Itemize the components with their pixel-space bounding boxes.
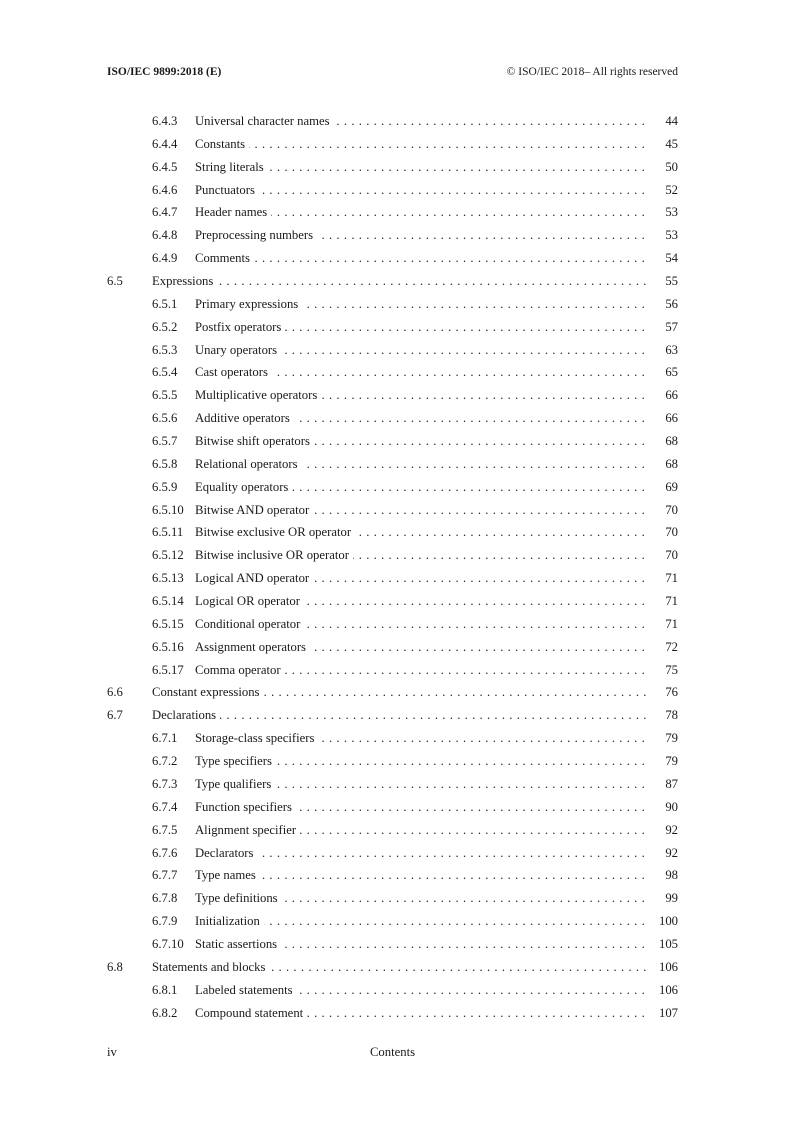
toc-entry-title: Equality operators xyxy=(195,480,292,494)
toc-entry-page: 65 xyxy=(665,365,678,380)
toc-entry-title: Labeled statements xyxy=(195,983,297,997)
toc-entry-number: 6.7.5 xyxy=(152,822,178,837)
toc-entry-number: 6.8 xyxy=(107,959,123,974)
toc-entry-page: 90 xyxy=(665,799,678,814)
toc-entry[interactable] xyxy=(107,796,678,819)
toc-leader-dots xyxy=(195,1002,648,1025)
toc-entry-number: 6.5.1 xyxy=(152,296,178,311)
toc-entry-page: 75 xyxy=(665,662,678,677)
toc-entry-title: Comments xyxy=(195,251,254,265)
toc-entry-title: String literals xyxy=(195,160,268,174)
toc-entry[interactable] xyxy=(107,704,678,727)
page-number: iv xyxy=(107,1045,117,1059)
toc-entry-number: 6.8.2 xyxy=(152,1005,178,1020)
toc-entry-title: Constant expressions xyxy=(152,685,264,699)
toc-entry-title: Comma operator xyxy=(195,663,285,677)
toc-entry-page: 92 xyxy=(665,822,678,837)
toc-entry[interactable] xyxy=(107,407,678,430)
toc-entry-page: 56 xyxy=(665,296,678,311)
toc-leader-dots xyxy=(195,316,648,339)
toc-entry-number: 6.5 xyxy=(107,274,123,289)
toc-leader-dots xyxy=(195,453,648,476)
toc-entry-number: 6.6 xyxy=(107,685,123,700)
toc-entry[interactable] xyxy=(107,361,678,384)
toc-entry[interactable] xyxy=(107,133,678,156)
toc-entry-number: 6.5.12 xyxy=(152,548,184,563)
toc-entry-number: 6.7.3 xyxy=(152,776,178,791)
toc-leader-dots xyxy=(195,247,648,270)
toc-entry-page: 106 xyxy=(658,959,678,974)
toc-entry-page: 78 xyxy=(665,708,678,723)
toc-entry-title: Postfix operators xyxy=(195,320,285,334)
toc-entry-number: 6.5.4 xyxy=(152,365,178,380)
toc-entry-page: 79 xyxy=(665,754,678,769)
toc-leader-dots xyxy=(195,339,648,362)
toc-entry[interactable] xyxy=(107,979,678,1002)
toc-entry[interactable] xyxy=(107,1002,678,1025)
toc-entry-title: Static assertions xyxy=(195,937,281,951)
toc-entry-page: 71 xyxy=(665,571,678,586)
toc-entry[interactable] xyxy=(107,842,678,865)
toc-entry-page: 55 xyxy=(665,274,678,289)
toc-leader-dots xyxy=(195,133,648,156)
toc-entry[interactable] xyxy=(107,933,678,956)
toc-entry-title: Type specifiers xyxy=(195,754,276,768)
toc-entry-title: Compound statement xyxy=(195,1006,307,1020)
toc-leader-dots xyxy=(152,681,648,704)
toc-entry-number: 6.5.7 xyxy=(152,434,178,449)
toc-entry-number: 6.4.5 xyxy=(152,159,178,174)
toc-entry-number: 6.7.9 xyxy=(152,914,178,929)
toc-leader-dots xyxy=(195,407,648,430)
toc-entry-number: 6.7.1 xyxy=(152,731,178,746)
toc-entry-number: 6.5.3 xyxy=(152,342,178,357)
toc-leader-dots xyxy=(195,842,648,865)
toc-entry[interactable] xyxy=(107,590,678,613)
toc-entry[interactable] xyxy=(107,110,678,133)
toc-entry-title: Primary expressions xyxy=(195,297,302,311)
toc-entry[interactable] xyxy=(107,910,678,933)
toc-entry-page: 79 xyxy=(665,731,678,746)
toc-entry[interactable] xyxy=(107,544,678,567)
toc-entry[interactable] xyxy=(107,247,678,270)
toc-entry-number: 6.4.8 xyxy=(152,228,178,243)
toc-entry-number: 6.5.16 xyxy=(152,639,184,654)
toc-entry-page: 76 xyxy=(665,685,678,700)
table-of-contents xyxy=(107,110,678,1024)
toc-entry-page: 71 xyxy=(665,594,678,609)
toc-entry[interactable] xyxy=(107,453,678,476)
toc-entry-number: 6.7 xyxy=(107,708,123,723)
toc-entry[interactable] xyxy=(107,521,678,544)
toc-entry[interactable] xyxy=(107,567,678,590)
toc-entry[interactable] xyxy=(107,727,678,750)
toc-leader-dots xyxy=(195,544,648,567)
toc-leader-dots xyxy=(195,361,648,384)
toc-entry-title: Bitwise inclusive OR operator xyxy=(195,548,353,562)
toc-entry[interactable] xyxy=(107,270,678,293)
toc-entry-title: Type qualifiers xyxy=(195,777,275,791)
toc-entry-title: Statements and blocks xyxy=(152,960,269,974)
toc-leader-dots xyxy=(152,956,648,979)
toc-entry-title: Declarations xyxy=(152,708,220,722)
toc-leader-dots xyxy=(195,201,648,224)
toc-entry-title: Expressions xyxy=(152,274,217,288)
toc-entry-page: 69 xyxy=(665,479,678,494)
toc-leader-dots xyxy=(195,110,648,133)
toc-entry-page: 54 xyxy=(665,251,678,266)
toc-entry[interactable] xyxy=(107,681,678,704)
toc-entry-number: 6.7.7 xyxy=(152,868,178,883)
toc-entry-page: 100 xyxy=(658,914,678,929)
toc-entry-number: 6.4.4 xyxy=(152,136,178,151)
toc-entry[interactable] xyxy=(107,636,678,659)
toc-entry-page: 98 xyxy=(665,868,678,883)
toc-entry-number: 6.7.2 xyxy=(152,754,178,769)
toc-entry-page: 66 xyxy=(665,411,678,426)
toc-entry-number: 6.5.10 xyxy=(152,502,184,517)
toc-entry[interactable] xyxy=(107,293,678,316)
toc-entry[interactable] xyxy=(107,773,678,796)
toc-leader-dots xyxy=(195,750,648,773)
toc-entry-title: Type definitions xyxy=(195,891,282,905)
toc-entry[interactable] xyxy=(107,430,678,453)
running-footer xyxy=(107,1044,678,1060)
toc-leader-dots xyxy=(195,224,648,247)
toc-entry-title: Additive operators xyxy=(195,411,294,425)
toc-leader-dots xyxy=(195,979,648,1002)
toc-entry-page: 45 xyxy=(665,136,678,151)
toc-entry-number: 6.5.17 xyxy=(152,662,184,677)
toc-entry-number: 6.5.9 xyxy=(152,479,178,494)
toc-entry-number: 6.7.6 xyxy=(152,845,178,860)
toc-entry-number: 6.5.5 xyxy=(152,388,178,403)
toc-entry-page: 71 xyxy=(665,616,678,631)
toc-entry-number: 6.5.11 xyxy=(152,525,184,540)
toc-entry[interactable] xyxy=(107,384,678,407)
toc-entry-page: 53 xyxy=(665,205,678,220)
toc-entry-title: Bitwise AND operator xyxy=(195,503,313,517)
toc-entry-page: 70 xyxy=(665,548,678,563)
toc-leader-dots xyxy=(195,773,648,796)
toc-entry-page: 53 xyxy=(665,228,678,243)
toc-entry-title: Declarators xyxy=(195,846,257,860)
toc-leader-dots xyxy=(152,270,648,293)
toc-entry-number: 6.5.8 xyxy=(152,456,178,471)
toc-entry-page: 52 xyxy=(665,182,678,197)
toc-leader-dots xyxy=(195,476,648,499)
toc-entry-page: 68 xyxy=(665,434,678,449)
toc-entry-title: Conditional operator xyxy=(195,617,304,631)
toc-entry-page: 106 xyxy=(658,982,678,997)
toc-entry-page: 107 xyxy=(658,1005,678,1020)
toc-leader-dots xyxy=(195,819,648,842)
toc-leader-dots xyxy=(195,567,648,590)
toc-entry[interactable] xyxy=(107,887,678,910)
toc-entry-title: Alignment specifier xyxy=(195,823,300,837)
toc-entry[interactable] xyxy=(107,179,678,202)
toc-entry-page: 92 xyxy=(665,845,678,860)
toc-leader-dots xyxy=(195,179,648,202)
toc-leader-dots xyxy=(195,933,648,956)
standard-identifier: ISO/IEC 9899:2018 (E) xyxy=(107,66,222,78)
toc-entry-title: Assignment operators xyxy=(195,640,310,654)
toc-entry[interactable] xyxy=(107,613,678,636)
toc-entry-page: 44 xyxy=(665,114,678,128)
toc-entry[interactable] xyxy=(107,819,678,842)
toc-entry[interactable] xyxy=(107,476,678,499)
toc-entry-page: 50 xyxy=(665,159,678,174)
toc-entry-title: Preprocessing numbers xyxy=(195,228,317,242)
toc-entry-page: 66 xyxy=(665,388,678,403)
toc-entry-title: Type names xyxy=(195,868,260,882)
toc-entry-title: Initialization xyxy=(195,914,264,928)
toc-entry-number: 6.5.6 xyxy=(152,411,178,426)
toc-entry[interactable] xyxy=(107,156,678,179)
toc-entry-page: 68 xyxy=(665,456,678,471)
toc-entry-number: 6.4.3 xyxy=(152,114,178,128)
toc-leader-dots xyxy=(195,293,648,316)
copyright-notice: © ISO/IEC 2018– All rights reserved xyxy=(506,66,678,78)
toc-leader-dots xyxy=(195,910,648,933)
toc-entry-number: 6.5.13 xyxy=(152,571,184,586)
running-header xyxy=(107,64,678,80)
toc-entry-page: 99 xyxy=(665,891,678,906)
toc-entry-page: 70 xyxy=(665,502,678,517)
toc-entry-title: Relational operators xyxy=(195,457,302,471)
toc-entry[interactable] xyxy=(107,750,678,773)
toc-entry-page: 63 xyxy=(665,342,678,357)
section-name: Contents xyxy=(369,1045,416,1059)
toc-entry-title: Storage-class specifiers xyxy=(195,731,318,745)
toc-entry-title: Bitwise exclusive OR operator xyxy=(195,525,355,539)
toc-leader-dots xyxy=(195,590,648,613)
toc-entry-number: 6.8.1 xyxy=(152,982,178,997)
toc-entry-number: 6.7.4 xyxy=(152,799,178,814)
toc-entry-page: 72 xyxy=(665,639,678,654)
toc-entry-title: Logical OR operator xyxy=(195,594,304,608)
toc-entry-title: Header names xyxy=(195,205,271,219)
toc-entry-title: Multiplicative operators xyxy=(195,388,321,402)
toc-leader-dots xyxy=(195,887,648,910)
toc-entry-page: 57 xyxy=(665,319,678,334)
toc-entry-number: 6.7.8 xyxy=(152,891,178,906)
toc-leader-dots xyxy=(195,659,648,682)
toc-leader-dots xyxy=(195,796,648,819)
toc-entry-title: Function specifiers xyxy=(195,800,296,814)
toc-entry[interactable] xyxy=(107,201,678,224)
toc-entry-number: 6.7.10 xyxy=(152,936,184,951)
toc-entry[interactable] xyxy=(107,316,678,339)
toc-entry-title: Universal character names xyxy=(195,114,334,128)
toc-entry-number: 6.4.7 xyxy=(152,205,178,220)
toc-leader-dots xyxy=(195,430,648,453)
toc-leader-dots xyxy=(195,613,648,636)
toc-entry-title: Logical AND operator xyxy=(195,571,313,585)
toc-leader-dots xyxy=(195,864,648,887)
toc-leader-dots xyxy=(195,499,648,522)
toc-leader-dots xyxy=(152,704,648,727)
toc-entry-page: 105 xyxy=(658,936,678,951)
toc-entry-title: Bitwise shift operators xyxy=(195,434,314,448)
toc-entry[interactable] xyxy=(107,499,678,522)
toc-entry-page: 70 xyxy=(665,525,678,540)
toc-entry-number: 6.5.14 xyxy=(152,594,184,609)
toc-entry[interactable] xyxy=(107,659,678,682)
toc-leader-dots xyxy=(195,384,648,407)
toc-leader-dots xyxy=(195,636,648,659)
toc-entry-title: Cast operators xyxy=(195,365,272,379)
toc-leader-dots xyxy=(195,727,648,750)
toc-entry-page: 87 xyxy=(665,776,678,791)
toc-leader-dots xyxy=(195,521,648,544)
toc-entry-number: 6.5.2 xyxy=(152,319,178,334)
toc-entry-number: 6.5.15 xyxy=(152,616,184,631)
toc-entry-title: Unary operators xyxy=(195,343,281,357)
toc-entry-title: Constants xyxy=(195,137,249,151)
toc-entry[interactable] xyxy=(107,864,678,887)
toc-entry[interactable] xyxy=(107,224,678,247)
toc-entry-number: 6.4.6 xyxy=(152,182,178,197)
toc-entry-title: Punctuators xyxy=(195,183,259,197)
toc-entry[interactable] xyxy=(107,956,678,979)
toc-entry[interactable] xyxy=(107,339,678,362)
toc-entry-number: 6.4.9 xyxy=(152,251,178,266)
toc-leader-dots xyxy=(195,156,648,179)
